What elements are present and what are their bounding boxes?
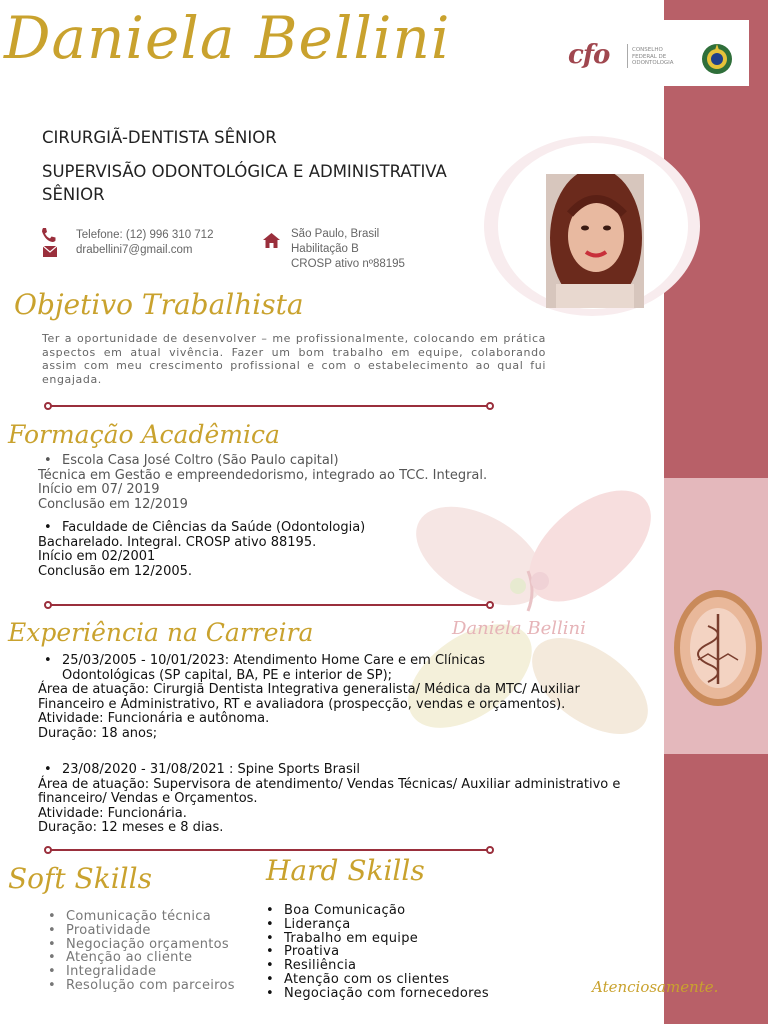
medical-society-emblem <box>668 584 768 714</box>
license-text: Habilitação B <box>291 243 359 255</box>
hard-skills-list <box>256 904 489 1001</box>
education-title: Formação Acadêmica <box>8 420 280 449</box>
divider-dot <box>486 601 494 609</box>
experience-heading: • 25/03/2005 - 10/01/2023: Atendimento Home Care e em Clínicas <box>38 654 622 669</box>
mail-icon <box>43 246 57 257</box>
education-start: Início em 02/2001 <box>38 549 156 564</box>
hard-skills-title: Hard Skills <box>266 854 425 887</box>
experience-area: Área de atuação: Cirurgiã Dentista Integrativa generalista/ Médica da MTC/ Auxiliar Financeiro e Administrativo, RT e avaliadora (prospecção, vendas e orçamentos). <box>38 682 580 712</box>
job-title: CIRURGIÃ-DENTISTA SÊNIOR <box>42 128 277 147</box>
education-school: • Escola Casa José Coltro (São Paulo capital) <box>38 454 487 469</box>
section-divider <box>48 604 490 606</box>
experience-heading: • 23/08/2020 - 31/08/2021 : Spine Sports Brasil <box>38 763 622 778</box>
experience-activity: Atividade: Funcionária. <box>38 805 187 821</box>
education-school: • Faculdade de Ciências da Saúde (Odontologia) <box>38 521 365 536</box>
section-divider <box>48 849 490 851</box>
phone-icon <box>40 227 56 243</box>
experience-activity: Atividade: Funcionária e autônoma. <box>38 711 270 726</box>
list-item: • Integralidade <box>38 965 268 979</box>
education-end: Conclusão em 12/2019 <box>38 496 188 512</box>
divider-dot <box>44 846 52 854</box>
profile-photo <box>546 174 644 308</box>
phone-text: Telefone: (12) 996 310 712 <box>76 229 214 241</box>
education-course: Bacharelado. Integral. CROSP ativo 88195. <box>38 534 317 550</box>
email-text[interactable]: drabellini7@gmail.com <box>76 244 193 256</box>
soft-skills-title: Soft Skills <box>8 862 152 895</box>
list-item: • Negociação com fornecedores <box>256 987 489 1001</box>
list-item: • Resiliência <box>256 959 489 973</box>
objective-text: Ter a oportunidade de desenvolver – me profissionalmente, colocando em prática aspectos em atual vivência. Fazer um bom trabalho em equipe, colaborando assim com meu crescimento profissional e com o estabelecimento ao qual fui engajada. <box>42 332 546 386</box>
soft-skills-list <box>38 910 268 993</box>
home-icon <box>263 233 280 248</box>
divider-dot <box>486 402 494 410</box>
experience-duration: Duração: 12 meses e 8 dias. <box>38 820 224 835</box>
experience-area: Área de atuação: Supervisora de atendimento/ Vendas Técnicas/ Auxiliar administrativo e financeiro/ Vendas e Orçamentos. <box>38 776 621 806</box>
brazil-seal-icon <box>700 42 734 76</box>
closing-signature: Atenciosamente. <box>592 978 719 996</box>
experience-duration: Duração: 18 anos; <box>38 725 158 741</box>
divider-dot <box>44 601 52 609</box>
list-item: • Negociação orçamentos <box>38 938 268 952</box>
section-divider <box>48 405 490 407</box>
city-text: São Paulo, Brasil <box>291 228 380 240</box>
experience-item <box>38 654 622 741</box>
education-end: Conclusão em 12/2005. <box>38 563 193 579</box>
experience-heading-cont: Odontológicas (SP capital, BA, PE e interior de SP); <box>62 667 393 683</box>
cfo-logo-box <box>556 20 749 86</box>
crosp-text: CROSP ativo nº88195 <box>291 258 405 270</box>
experience-title: Experiência na Carreira <box>8 618 314 647</box>
objective-title: Objetivo Trabalhista <box>14 288 304 321</box>
list-item: • Liderança <box>256 918 489 932</box>
cfo-logo: cfo <box>568 40 610 70</box>
divider-dot <box>486 846 494 854</box>
list-item: • Proativa <box>256 945 489 959</box>
list-item: • Proatividade <box>38 924 268 938</box>
list-item: • Atenção ao cliente <box>38 951 268 965</box>
list-item: • Trabalho em equipe <box>256 932 489 946</box>
watermark-name: Daniela Bellini <box>452 618 586 639</box>
contact-left <box>76 228 213 258</box>
cfo-logo-text: CONSELHO FEDERAL DE ODONTOLOGIA <box>632 47 674 66</box>
divider-dot <box>44 402 52 410</box>
education-course: Técnica em Gestão e empreendedorismo, integrado ao TCC. Integral. <box>38 467 488 483</box>
logo-separator <box>627 44 628 68</box>
education-item <box>38 454 487 512</box>
job-subtitle: SUPERVISÃO ODONTOLÓGICA E ADMINISTRATIVA SÊNIOR <box>42 162 447 204</box>
experience-item <box>38 763 622 836</box>
education-item <box>38 521 365 579</box>
candidate-name: Daniela Bellini <box>4 4 451 72</box>
list-item: • Boa Comunicação <box>256 904 489 918</box>
list-item: • Comunicação técnica <box>38 910 268 924</box>
education-start: Início em 07/ 2019 <box>38 482 160 497</box>
list-item: • Resolução com parceiros <box>38 979 238 993</box>
list-item: • Atenção com os clientes <box>256 973 489 987</box>
contact-right <box>291 227 405 272</box>
